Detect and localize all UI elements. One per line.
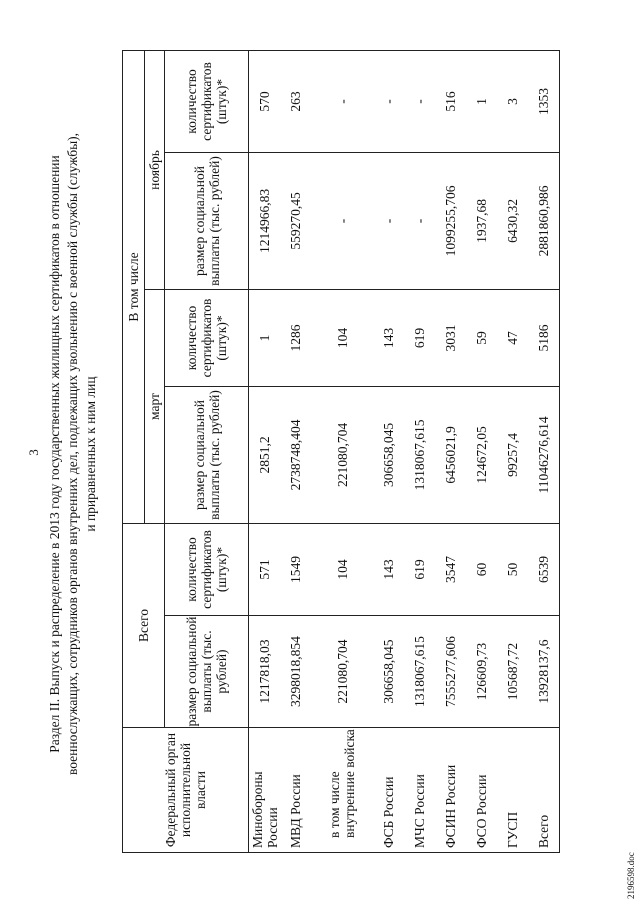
table-row-total	[528, 50, 560, 852]
total-payout-cell: 221080,704	[311, 616, 373, 728]
agency-cell: ГУСП	[497, 728, 528, 853]
table-row	[497, 50, 528, 852]
march-payout-cell: 99257,4	[497, 386, 528, 523]
march-count-cell: 59	[466, 289, 497, 386]
agency-cell: МВД России	[280, 728, 311, 853]
page-number: 3	[26, 449, 41, 456]
nov-count-cell: -	[404, 50, 435, 152]
table-row	[466, 50, 497, 852]
total-count-cell: 60	[466, 523, 497, 615]
total-payout-cell: 3298018,854	[280, 616, 311, 728]
agency-cell: ФСИН России	[435, 728, 466, 853]
nov-payout-cell: -	[311, 152, 373, 289]
table-row	[311, 50, 373, 852]
table-row	[280, 50, 311, 852]
header-agency: Федеральный орган исполнительной власти	[123, 728, 249, 853]
march-count-cell: 619	[404, 289, 435, 386]
march-count-cell: 47	[497, 289, 528, 386]
march-count-cell: 3031	[435, 289, 466, 386]
heading-line-3: и приравненных к ним лиц	[83, 376, 98, 532]
total-count-cell: 3547	[435, 523, 466, 615]
nov-payout-cell: -	[404, 152, 435, 289]
heading-line-2: военнослужащих, сотрудников органов внутренних дел, подлежащих увольнению с военной службы (службы),	[65, 132, 80, 776]
nov-count-cell: 1353	[528, 50, 560, 152]
nov-count-cell: -	[373, 50, 404, 152]
total-count-cell: 571	[249, 523, 281, 615]
total-count-cell: 50	[497, 523, 528, 615]
total-payout-cell: 105687,72	[497, 616, 528, 728]
nov-payout-cell: 1937,68	[466, 152, 497, 289]
nov-payout-cell: 1099255,706	[435, 152, 466, 289]
header-march-count: количество сертификатов (штук)*	[165, 289, 249, 386]
header-in-that-number: В том числе	[123, 50, 145, 523]
header-november: ноябрь	[145, 50, 165, 289]
march-payout-cell: 2851,2	[249, 386, 281, 523]
total-count-cell: 104	[311, 523, 373, 615]
agency-cell: Минобороны России	[249, 728, 281, 853]
nov-count-cell: 263	[280, 50, 311, 152]
nov-payout-cell: 6430,32	[497, 152, 528, 289]
header-total: Всего	[123, 523, 165, 727]
header-nov-payout: размер социальной выплаты (тыс. рублей)	[165, 152, 249, 289]
header-nov-count: количество сертификатов (штук)*	[165, 50, 249, 152]
march-count-cell: 143	[373, 289, 404, 386]
document-file-id: 2196598.doc	[626, 852, 636, 899]
table-row	[249, 50, 281, 852]
total-count-cell: 1549	[280, 523, 311, 615]
table-row	[373, 50, 404, 852]
table-row	[404, 50, 435, 852]
march-count-cell: 1286	[280, 289, 311, 386]
agency-cell: ФСБ России	[373, 728, 404, 853]
nov-payout-cell: 559270,45	[280, 152, 311, 289]
march-payout-cell: 124672,05	[466, 386, 497, 523]
march-count-cell: 5186	[528, 289, 560, 386]
nov-payout-cell: 1214966,83	[249, 152, 281, 289]
nov-payout-cell: 2881860,986	[528, 152, 560, 289]
total-payout-cell: 306658,045	[373, 616, 404, 728]
total-count-cell: 143	[373, 523, 404, 615]
agency-cell: Всего	[528, 728, 560, 853]
march-payout-cell: 11046276,614	[528, 386, 560, 523]
march-count-cell: 1	[249, 289, 281, 386]
nov-count-cell: 516	[435, 50, 466, 152]
march-payout-cell: 6456021,9	[435, 386, 466, 523]
header-march-payout: размер социальной выплаты (тыс. рублей)	[165, 386, 249, 523]
agency-cell: МЧС России	[404, 728, 435, 853]
agency-cell: ФСО России	[466, 728, 497, 853]
march-count-cell: 104	[311, 289, 373, 386]
total-payout-cell: 126609,73	[466, 616, 497, 728]
section-heading	[46, 39, 100, 869]
nov-count-cell: 1	[466, 50, 497, 152]
header-march: март	[145, 289, 165, 523]
table-row	[435, 50, 466, 852]
total-count-cell: 6539	[528, 523, 560, 615]
nov-count-cell: -	[311, 50, 373, 152]
total-payout-cell: 7555277,606	[435, 616, 466, 728]
total-payout-cell: 1217818,03	[249, 616, 281, 728]
march-payout-cell: 306658,045	[373, 386, 404, 523]
agency-cell: в том числе внутренние войска	[311, 728, 373, 853]
certificates-table	[122, 50, 560, 853]
march-payout-cell: 1318067,615	[404, 386, 435, 523]
total-count-cell: 619	[404, 523, 435, 615]
heading-line-1: Раздел II. Выпуск и распределение в 2013 году государственных жилищных сертификатов в отношении	[47, 155, 62, 753]
header-total-payout: размер социальной выплаты (тыс. рублей)	[165, 616, 249, 728]
nov-count-cell: 570	[249, 50, 281, 152]
total-payout-cell: 13928137,6	[528, 616, 560, 728]
header-total-count: количество сертификатов (штук)*	[165, 523, 249, 615]
total-payout-cell: 1318067,615	[404, 616, 435, 728]
march-payout-cell: 2738748,404	[280, 386, 311, 523]
nov-payout-cell: -	[373, 152, 404, 289]
nov-count-cell: 3	[497, 50, 528, 152]
march-payout-cell: 221080,704	[311, 386, 373, 523]
